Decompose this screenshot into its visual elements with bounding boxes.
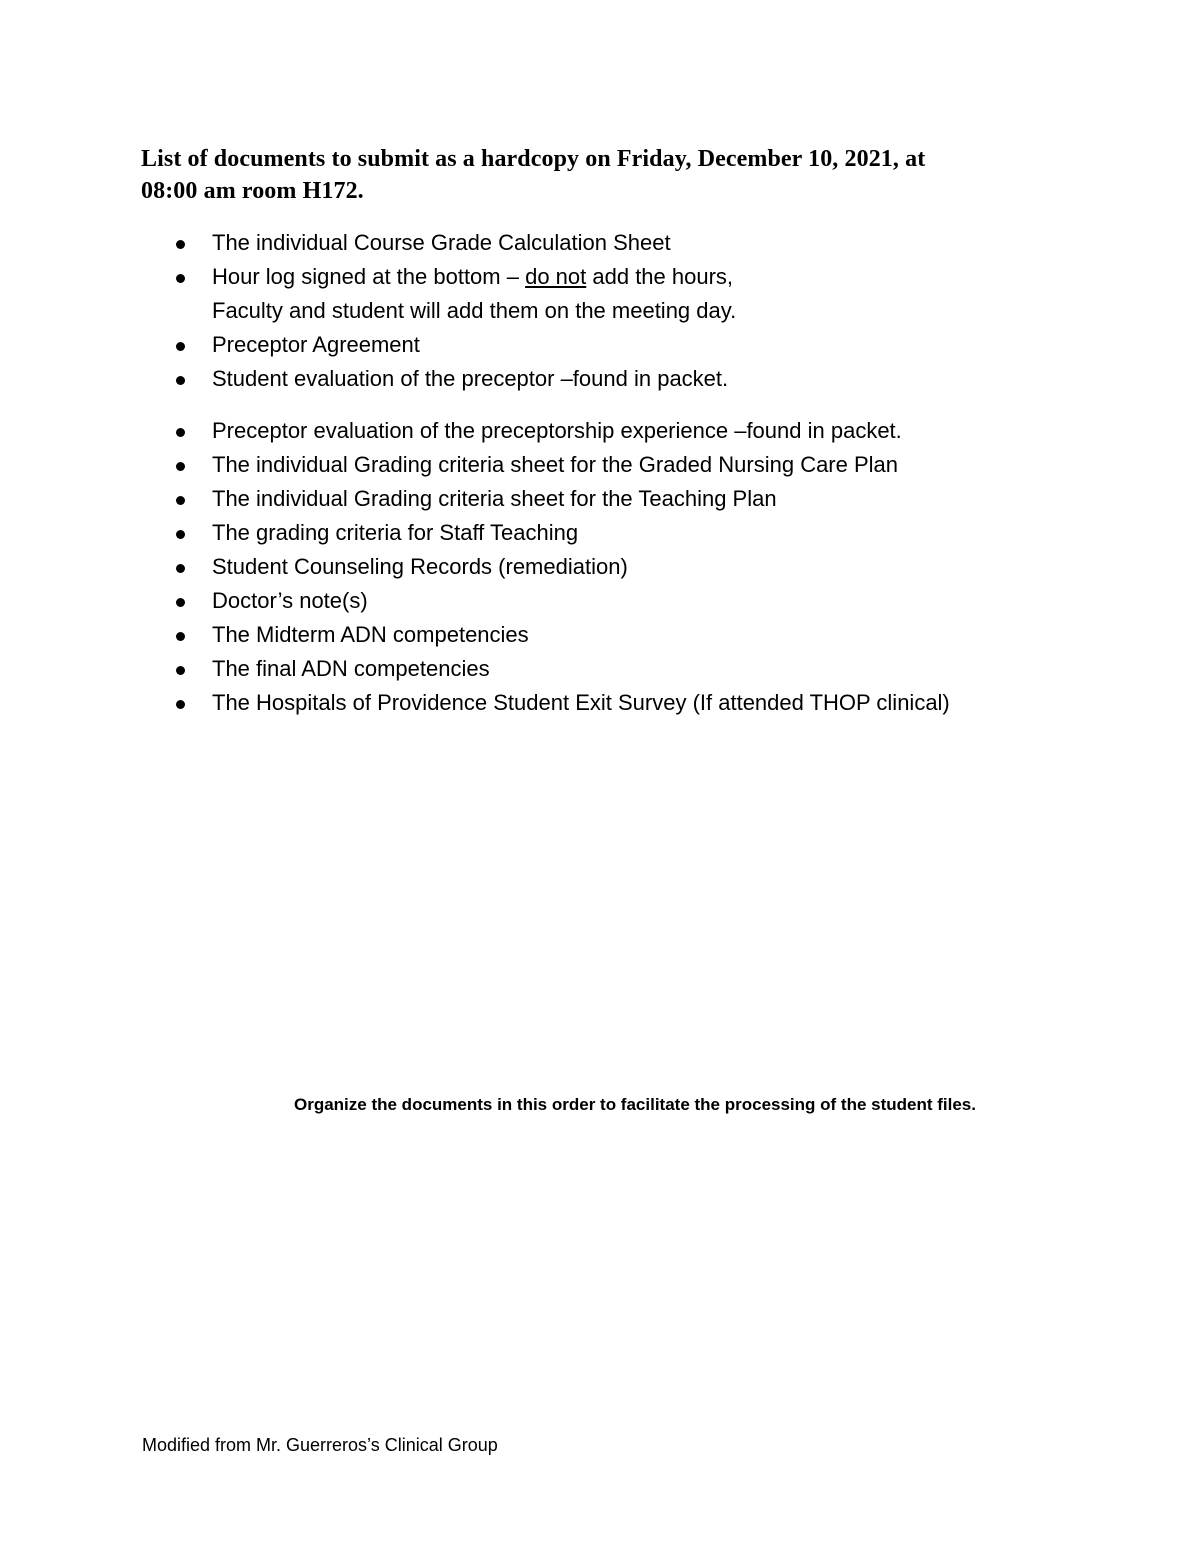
bullet-icon [176,462,185,471]
list-item [141,260,1141,328]
list-item-text: Preceptor Agreement [212,332,420,357]
document-heading [141,143,1071,207]
list-item [141,618,1141,652]
bullet-icon [176,342,185,351]
bullet-icon [176,632,185,641]
list-item [141,686,1141,720]
organize-note: Organize the documents in this order to facilitate the processing of the student files. [294,1095,976,1114]
heading-line-2: 08:00 am room H172. [141,178,364,204]
list-item-text: Hour log signed at the bottom – [212,264,526,289]
bullet-icon [176,428,185,437]
list-item-text: Doctor’s note(s) [212,588,368,613]
list-item-text: The grading criteria for Staff Teaching [212,520,579,545]
list-item [141,448,1141,482]
list-item-text: The Hospitals of Providence Student Exit Survey (If attended THOP clinical) [212,690,950,715]
bullet-icon [176,700,185,709]
bullet-icon [176,376,185,385]
list-item [141,226,1141,260]
bullet-icon [176,564,185,573]
list-item-text: The final ADN competencies [212,656,490,681]
list-item [141,550,1141,584]
page-footer: Modified from Mr. Guerreros’s Clinical Group [142,1435,498,1455]
list-item [141,652,1141,686]
list-item [141,328,1141,362]
list-item [141,516,1141,550]
underlined-text: do not [525,264,587,289]
bullet-icon [176,240,185,249]
list-item [141,362,1141,396]
list-item-text: The Midterm ADN competencies [212,622,529,647]
list-item [141,482,1141,516]
bullet-icon [176,666,185,675]
list-item [141,414,1141,448]
list-item [141,584,1141,618]
bullet-icon [176,496,185,505]
list-item-text: The individual Course Grade Calculation Sheet [212,230,671,255]
list-item-text: The individual Grading criteria sheet for the Graded Nursing Care Plan [212,452,899,477]
list-item-text: Student Counseling Records (remediation) [212,554,628,579]
list-item-text: Preceptor evaluation of the preceptorship experience –found in packet. [212,418,902,443]
documents-list [141,226,1141,720]
list-item-continuation: Faculty and student will add them on the meeting day. [212,298,737,323]
bullet-icon [176,274,185,283]
list-item-text: Student evaluation of the preceptor –found in packet. [212,366,729,391]
bullet-icon [176,598,185,607]
heading-line-1: List of documents to submit as a hardcopy on Friday, December 10, 2021, at [141,146,926,172]
list-item-text: The individual Grading criteria sheet for the Teaching Plan [212,486,777,511]
bullet-icon [176,530,185,539]
list-item-text: add the hours, [586,264,734,289]
